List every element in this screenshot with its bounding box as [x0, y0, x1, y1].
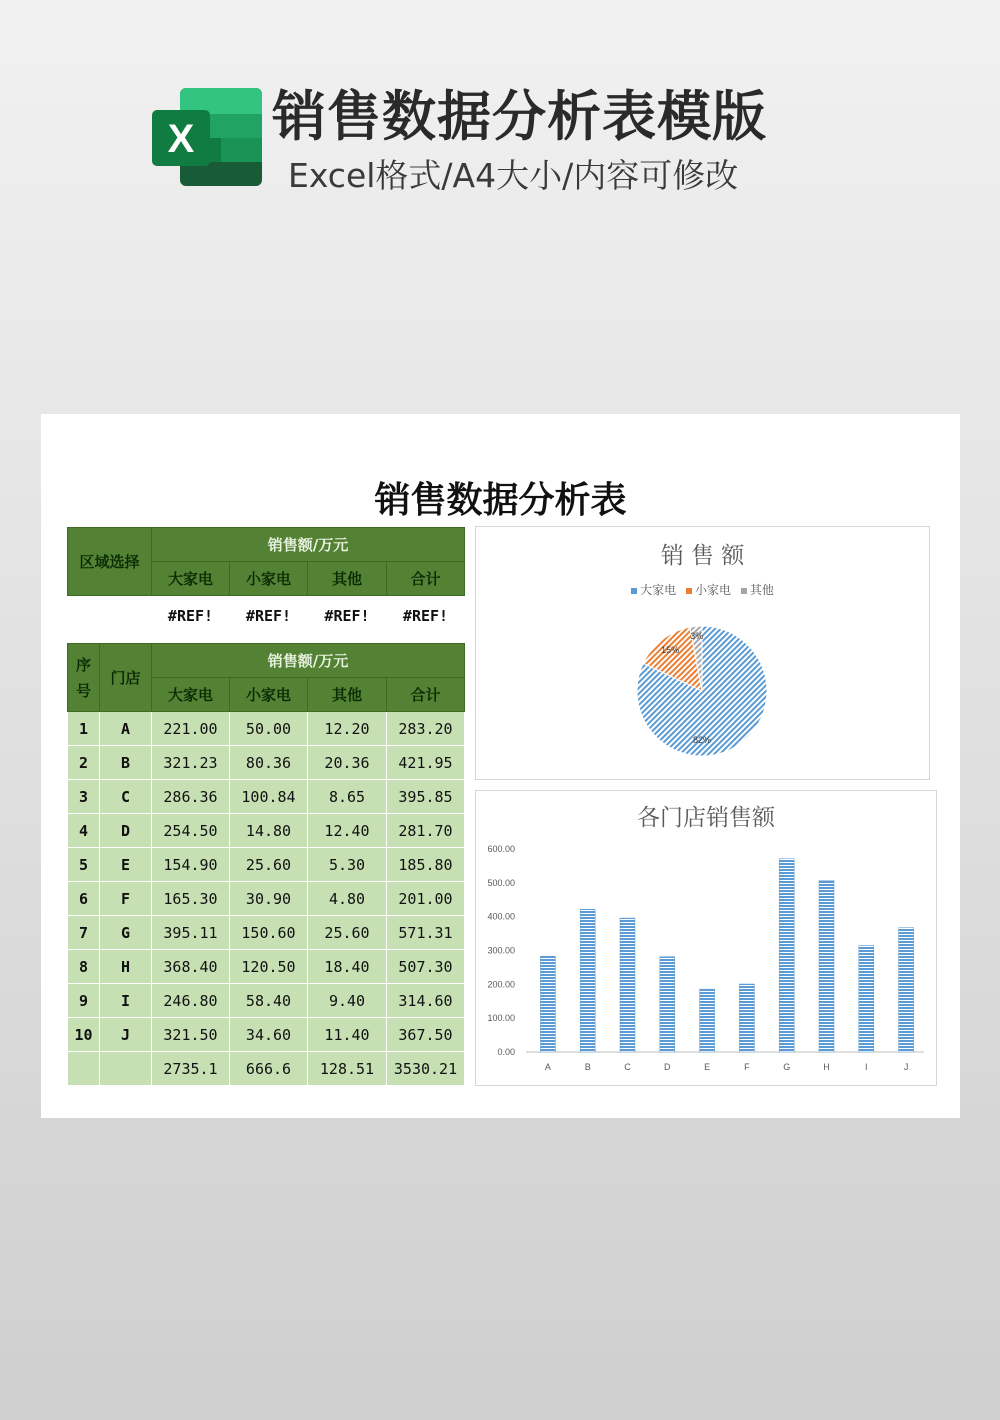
table-cell[interactable]: 25.60	[308, 916, 387, 950]
table-cell[interactable]: 283.20	[387, 712, 465, 746]
table-cell[interactable]: 3	[68, 780, 100, 814]
table-cell[interactable]: 221.00	[152, 712, 230, 746]
table-cell[interactable]: C	[100, 780, 152, 814]
pie-chart	[476, 527, 929, 779]
col-header: 合计	[387, 562, 465, 596]
table-cell[interactable]: 321.50	[152, 1018, 230, 1052]
table-row	[68, 1018, 465, 1052]
col-header: 小家电	[230, 562, 308, 596]
table-cell[interactable]: 150.60	[230, 916, 308, 950]
table-cell[interactable]: 5.30	[308, 848, 387, 882]
bar-E	[700, 989, 715, 1052]
table-cell[interactable]: 367.50	[387, 1018, 465, 1052]
sheet-title: 销售数据分析表	[374, 480, 627, 521]
table-cell[interactable]: 12.20	[308, 712, 387, 746]
spreadsheet-preview	[41, 414, 960, 1118]
table-cell[interactable]: 321.23	[152, 746, 230, 780]
table-cell[interactable]: 25.60	[230, 848, 308, 882]
table-cell[interactable]: G	[100, 916, 152, 950]
pie-chart-title: 销 售 额	[660, 543, 745, 569]
col-header: 其他	[308, 678, 387, 712]
table-cell[interactable]: 7	[68, 916, 100, 950]
sales-group-header: 销售额/万元	[152, 528, 465, 562]
col-header: 小家电	[230, 678, 308, 712]
y-tick-label: 500.00	[487, 877, 515, 888]
bar-J	[899, 928, 914, 1052]
legend-item: 大家电	[631, 583, 676, 597]
table-cell[interactable]: 185.80	[387, 848, 465, 882]
y-tick-label: 100.00	[487, 1013, 515, 1024]
table-cell[interactable]	[100, 1052, 152, 1086]
table-row	[68, 916, 465, 950]
table-row	[68, 746, 465, 780]
x-tick-label: C	[624, 1062, 631, 1072]
table-cell[interactable]: 314.60	[387, 984, 465, 1018]
x-tick-label: A	[544, 1062, 551, 1072]
table-cell[interactable]: D	[100, 814, 152, 848]
table-row	[68, 712, 465, 746]
ref-cell[interactable]: #REF!	[387, 596, 465, 636]
table-cell[interactable]: 3530.21	[387, 1052, 465, 1086]
table-cell[interactable]: 395.85	[387, 780, 465, 814]
pie-data-label: 82%	[692, 734, 712, 745]
y-tick-label: 200.00	[487, 979, 515, 990]
y-tick-label: 600.00	[487, 844, 515, 854]
col-header: 合计	[387, 678, 465, 712]
table-cell[interactable]: 18.40	[308, 950, 387, 984]
table-cell[interactable]: 5	[68, 848, 100, 882]
region-select-header[interactable]: 区域选择	[68, 528, 152, 596]
y-tick-label: 400.00	[487, 911, 515, 922]
table-cell[interactable]: 571.31	[387, 916, 465, 950]
table-cell[interactable]: 165.30	[152, 882, 230, 916]
bar-chart-panel[interactable]	[475, 790, 937, 1086]
x-tick-label: E	[704, 1062, 711, 1072]
table-cell[interactable]: 30.90	[230, 882, 308, 916]
page-subtitle: Excel格式/A4大小/内容可修改	[288, 156, 739, 195]
totals-row	[68, 1052, 465, 1086]
table-cell[interactable]: B	[100, 746, 152, 780]
col-header: 大家电	[152, 562, 230, 596]
table-cell[interactable]: 34.60	[230, 1018, 308, 1052]
sales-group-header: 销售额/万元	[152, 644, 465, 678]
x-tick-label: H	[823, 1062, 830, 1072]
table-cell[interactable]: 10	[68, 1018, 100, 1052]
table-cell[interactable]: 9	[68, 984, 100, 1018]
table-cell[interactable]: 6	[68, 882, 100, 916]
table-cell[interactable]: 666.6	[230, 1052, 308, 1086]
col-header: 其他	[308, 562, 387, 596]
excel-logo-icon	[152, 86, 264, 188]
table-cell[interactable]: 421.95	[387, 746, 465, 780]
y-tick-label: 0.00	[497, 1047, 515, 1057]
pie-data-label: 15%	[661, 644, 680, 655]
table-row	[68, 814, 465, 848]
table-cell[interactable]: 8	[68, 950, 100, 984]
bar-B	[580, 909, 595, 1052]
y-tick-label: 300.00	[487, 945, 515, 956]
bar-chart-title: 各门店销售额	[637, 805, 775, 831]
table-cell[interactable]	[68, 1052, 100, 1086]
table-cell[interactable]: 80.36	[230, 746, 308, 780]
store-sales-table	[67, 643, 465, 1086]
bar-F	[739, 984, 754, 1052]
x-tick-label: I	[865, 1062, 868, 1072]
table-cell[interactable]: 395.11	[152, 916, 230, 950]
table-cell[interactable]: 1	[68, 712, 100, 746]
bar-C	[620, 918, 635, 1052]
table-row	[68, 882, 465, 916]
x-tick-label: G	[783, 1062, 791, 1072]
table-cell[interactable]: A	[100, 712, 152, 746]
table-cell[interactable]: 2	[68, 746, 100, 780]
ref-cell[interactable]: #REF!	[308, 596, 387, 636]
table-cell[interactable]: 11.40	[308, 1018, 387, 1052]
region-summary-table	[67, 527, 465, 636]
table-cell[interactable]: 128.51	[308, 1052, 387, 1086]
table-cell[interactable]: 507.30	[387, 950, 465, 984]
ref-cell[interactable]: #REF!	[152, 596, 230, 636]
table-cell[interactable]: 50.00	[230, 712, 308, 746]
table-cell[interactable]: F	[100, 882, 152, 916]
table-row	[68, 950, 465, 984]
index-header: 序号	[68, 644, 100, 712]
x-tick-label: B	[584, 1062, 591, 1072]
table-cell[interactable]: 154.90	[152, 848, 230, 882]
table-cell[interactable]: 246.80	[152, 984, 230, 1018]
table-cell[interactable]: 58.40	[230, 984, 308, 1018]
table-row	[68, 984, 465, 1018]
table-row	[68, 848, 465, 882]
bar-A	[540, 956, 555, 1052]
svg-text:X: X	[167, 117, 195, 161]
table-cell[interactable]: 100.84	[230, 780, 308, 814]
bar-H	[819, 880, 834, 1052]
col-header: 大家电	[152, 678, 230, 712]
pie-chart-panel[interactable]	[475, 526, 930, 780]
region-value-cell[interactable]	[68, 596, 152, 636]
table-cell[interactable]: 8.65	[308, 780, 387, 814]
table-cell[interactable]: 281.70	[387, 814, 465, 848]
x-tick-label: J	[903, 1062, 909, 1072]
bar-I	[859, 946, 874, 1052]
pie-data-label: 3%	[690, 630, 704, 641]
table-cell[interactable]: 4	[68, 814, 100, 848]
table-cell[interactable]: 12.40	[308, 814, 387, 848]
bar-G	[779, 859, 794, 1052]
ref-cell[interactable]: #REF!	[230, 596, 308, 636]
x-tick-label: F	[744, 1062, 750, 1072]
table-cell[interactable]: 201.00	[387, 882, 465, 916]
bar-D	[660, 957, 675, 1052]
legend-item: 其他	[741, 583, 774, 597]
table-cell[interactable]: 2735.1	[152, 1052, 230, 1086]
table-cell[interactable]: J	[100, 1018, 152, 1052]
table-cell[interactable]: I	[100, 984, 152, 1018]
table-cell[interactable]: 14.80	[230, 814, 308, 848]
table-cell[interactable]: 9.40	[308, 984, 387, 1018]
bar-chart	[476, 791, 936, 1085]
table-cell[interactable]: 368.40	[152, 950, 230, 984]
table-cell[interactable]: 286.36	[152, 780, 230, 814]
table-row	[68, 780, 465, 814]
table-cell[interactable]: 4.80	[308, 882, 387, 916]
legend-item: 小家电	[686, 583, 731, 597]
table-cell[interactable]: 254.50	[152, 814, 230, 848]
table-cell[interactable]: 20.36	[308, 746, 387, 780]
table-cell[interactable]: H	[100, 950, 152, 984]
x-tick-label: D	[664, 1062, 671, 1072]
table-cell[interactable]: E	[100, 848, 152, 882]
table-cell[interactable]: 120.50	[230, 950, 308, 984]
store-header: 门店	[100, 644, 152, 712]
page-title: 销售数据分析表模版	[272, 85, 767, 148]
